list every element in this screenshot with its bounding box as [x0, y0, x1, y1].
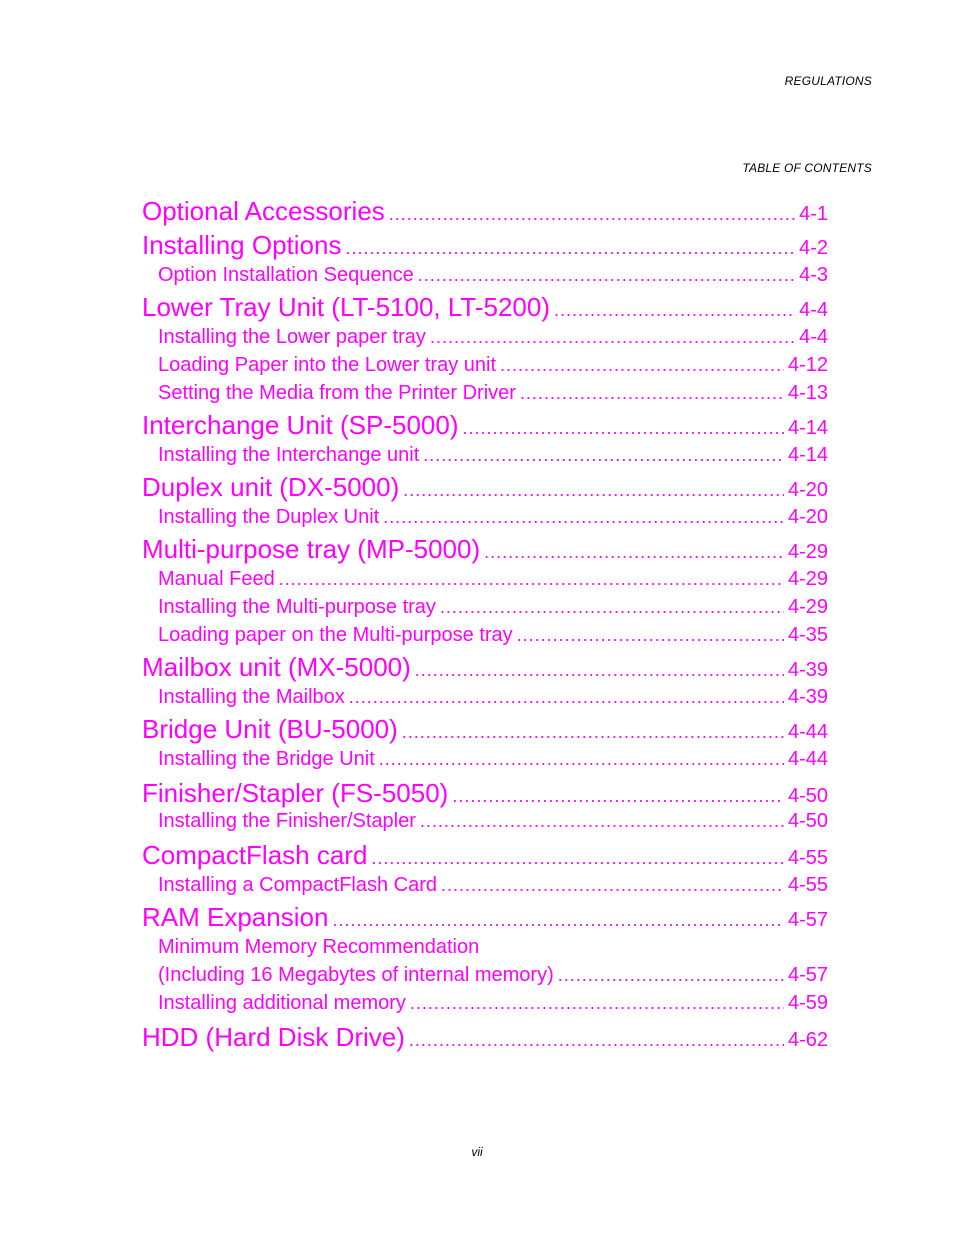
dot-leader [371, 848, 784, 869]
dot-leader [441, 875, 784, 896]
toc-entry-page-number: 4-29 [787, 568, 828, 590]
toc-chapter-entry[interactable] [142, 1022, 828, 1053]
toc-entry-title: Option Installation Sequence [158, 264, 414, 286]
dot-leader [463, 418, 784, 439]
toc-entry-title: Installing the Lower paper tray [158, 326, 426, 348]
toc-chapter-entry[interactable] [142, 292, 828, 323]
dot-leader [402, 722, 784, 743]
toc-chapter-entry[interactable] [142, 196, 828, 227]
dot-leader [403, 480, 784, 501]
toc-section-entry[interactable] [158, 326, 828, 349]
toc-chapter-entry[interactable] [142, 472, 828, 503]
toc-entry-title: HDD (Hard Disk Drive) [142, 1022, 405, 1052]
toc-entry-title: Setting the Media from the Printer Driver [158, 382, 516, 404]
toc-section-entry[interactable] [158, 624, 828, 647]
toc-entry-title: Multi-purpose tray (MP-5000) [142, 534, 481, 564]
dot-leader [520, 383, 784, 404]
dot-leader [558, 965, 784, 986]
toc-chapter-entry[interactable] [142, 778, 828, 809]
toc-entry-page-number: 4-29 [787, 596, 828, 618]
toc-entry-page-number: 4-14 [787, 417, 828, 439]
toc-entry-page-number: 4-14 [787, 444, 828, 466]
toc-section-entry[interactable] [158, 748, 828, 771]
toc-entry-title: Interchange Unit (SP-5000) [142, 410, 459, 440]
dot-leader [279, 569, 784, 590]
toc-chapter-entry[interactable] [142, 230, 828, 261]
page-number: vii [471, 1145, 483, 1159]
toc-chapter-entry[interactable] [142, 534, 828, 565]
dot-leader [418, 265, 795, 286]
toc-section-entry[interactable] [158, 444, 828, 467]
dot-leader [423, 445, 784, 466]
toc-entry-title: Loading paper on the Multi-purpose tray [158, 624, 513, 646]
dot-leader [517, 625, 784, 646]
toc-entry-page-number: 4-59 [787, 992, 828, 1014]
toc-entry-page-number: 4-4 [799, 299, 828, 321]
toc-entry-title: Mailbox unit (MX-5000) [142, 652, 411, 682]
toc-entry-title: Installing the Duplex Unit [158, 506, 380, 528]
toc-chapter-entry[interactable] [142, 652, 828, 683]
toc-entry-page-number: 4-2 [799, 237, 828, 259]
toc-entry-title: Installing Options [142, 230, 342, 260]
toc-entry-page-number: 4-13 [787, 382, 828, 404]
toc-entry-title: Installing the Finisher/Stapler [158, 810, 416, 832]
dot-leader [409, 1030, 784, 1051]
toc-entry-page-number: 4-20 [787, 506, 828, 528]
running-header-title: REGULATIONS [784, 74, 872, 88]
toc-entry-title: Installing the Mailbox [158, 686, 345, 708]
toc-section-entry[interactable] [158, 992, 828, 1015]
toc-entry-page-number: 4-35 [787, 624, 828, 646]
toc-entry-page-number: 4-44 [787, 721, 828, 743]
dot-leader [415, 660, 784, 681]
toc-entry-title: Installing additional memory [158, 992, 406, 1014]
toc-entry-page-number: 4-12 [787, 354, 828, 376]
dot-leader [345, 238, 795, 259]
toc-section-entry[interactable] [158, 964, 828, 987]
dot-leader [389, 204, 795, 225]
section-label: TABLE OF CONTENTS [742, 161, 872, 175]
dot-leader [484, 542, 784, 563]
toc-entry-title: Lower Tray Unit (LT-5100, LT-5200) [142, 292, 551, 322]
dot-leader [500, 355, 784, 376]
toc-entry-page-number: 4-39 [787, 686, 828, 708]
toc-section-entry[interactable] [158, 596, 828, 619]
toc-entry-title: Loading Paper into the Lower tray unit [158, 354, 496, 376]
toc-entry-title: RAM Expansion [142, 902, 329, 932]
toc-entry-title: CompactFlash card [142, 840, 368, 870]
dot-leader [332, 910, 784, 931]
toc-entry-page-number: 4-57 [787, 909, 828, 931]
toc-entry-page-number: 4-29 [787, 541, 828, 563]
dot-leader [379, 749, 784, 770]
dot-leader [420, 811, 784, 832]
toc-entry-title: Manual Feed [158, 568, 275, 590]
toc-entry-title: Bridge Unit (BU-5000) [142, 714, 398, 744]
toc-section-entry[interactable] [158, 382, 828, 405]
toc-entry-page-number: 4-20 [787, 479, 828, 501]
toc-entry-page-number: 4-50 [787, 810, 828, 832]
toc-entry-title: Installing the Bridge Unit [158, 748, 375, 770]
toc-entry-page-number: 4-44 [787, 748, 828, 770]
dot-leader [383, 507, 784, 528]
toc-entry-title: Minimum Memory Recommendation [158, 936, 480, 958]
toc-section-entry[interactable] [158, 686, 828, 709]
dot-leader [430, 327, 795, 348]
toc-chapter-entry[interactable] [142, 714, 828, 745]
toc-entry-page-number: 4-62 [787, 1029, 828, 1051]
toc-section-entry[interactable] [158, 354, 828, 377]
toc-entry-title: Installing the Multi-purpose tray [158, 596, 436, 618]
toc-section-entry[interactable] [158, 874, 828, 897]
toc-section-entry[interactable] [158, 810, 828, 833]
toc-entry-page-number: 4-55 [787, 874, 828, 896]
dot-leader [554, 300, 795, 321]
toc-entry-title: Finisher/Stapler (FS-5050) [142, 778, 449, 808]
toc-entry-page-number: 4-3 [799, 264, 828, 286]
toc-section-entry[interactable] [158, 264, 828, 287]
toc-entry-title: (Including 16 Megabytes of internal memory) [158, 964, 554, 986]
toc-entry-title: Duplex unit (DX-5000) [142, 472, 400, 502]
toc-entry-page-number: 4-1 [799, 203, 828, 225]
toc-entry-page-number: 4-57 [787, 964, 828, 986]
toc-section-entry[interactable] [158, 936, 828, 959]
dot-leader [349, 687, 784, 708]
toc-section-entry[interactable] [158, 568, 828, 591]
dot-leader [410, 993, 784, 1014]
toc-entry-title: Installing a CompactFlash Card [158, 874, 438, 896]
toc-chapter-entry[interactable] [142, 840, 828, 871]
toc-entry-page-number: 4-39 [787, 659, 828, 681]
dot-leader [452, 786, 784, 807]
toc-section-entry[interactable] [158, 506, 828, 529]
dot-leader [440, 597, 784, 618]
toc-entry-page-number: 4-50 [787, 785, 828, 807]
toc-chapter-entry[interactable] [142, 902, 828, 933]
toc-chapter-entry[interactable] [142, 410, 828, 441]
toc-entry-page-number: 4-4 [799, 326, 828, 348]
toc-entry-title: Installing the Interchange unit [158, 444, 420, 466]
toc-entry-title: Optional Accessories [142, 196, 385, 226]
toc-entry-page-number: 4-55 [787, 847, 828, 869]
